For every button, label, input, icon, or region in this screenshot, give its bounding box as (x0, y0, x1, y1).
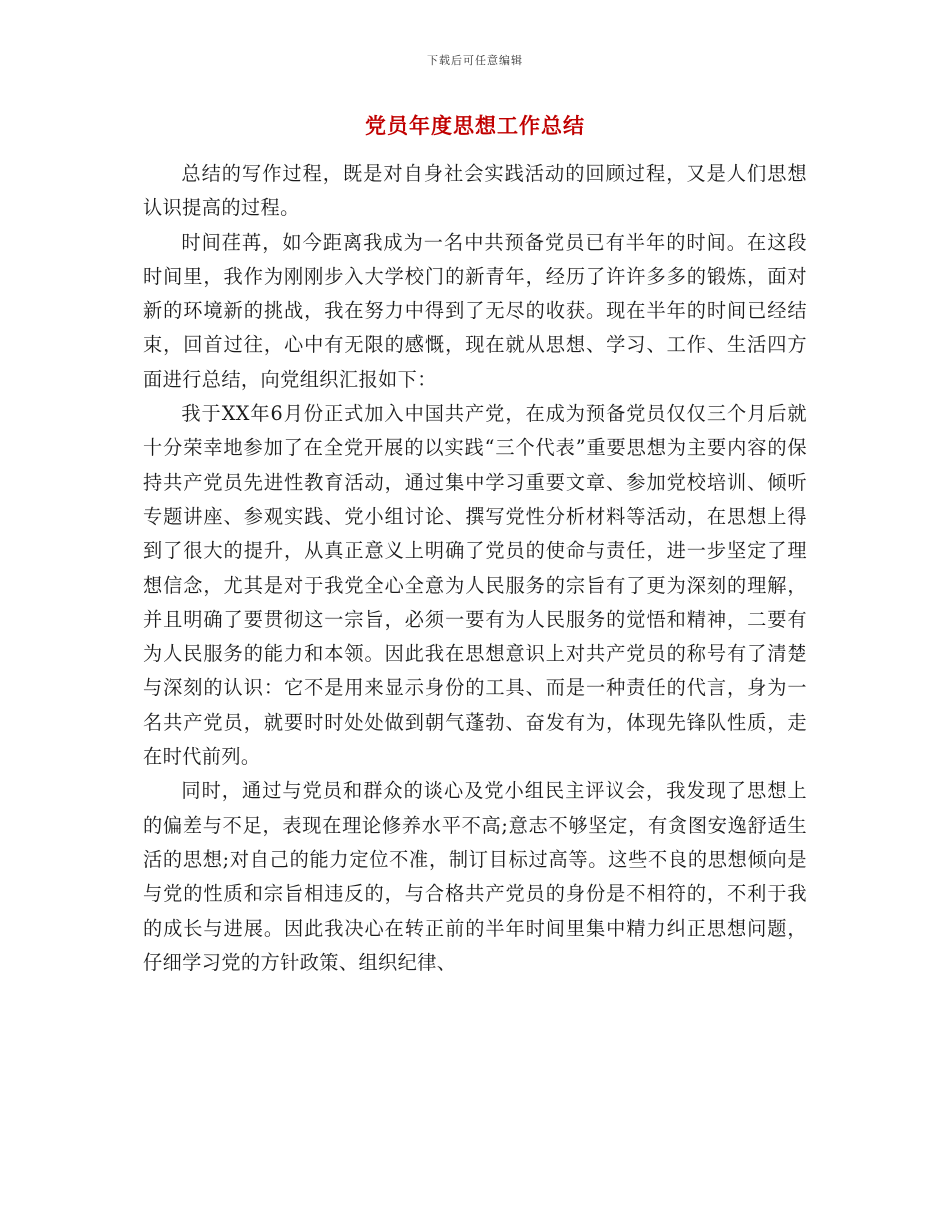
paragraph-4: 同时，通过与党员和群众的谈心及党小组民主评议会，我发现了思想上的偏差与不足，表现在理论修养水平不高;意志不够坚定，有贪图安逸舒适生活的思想;对自己的能力定位不准，制订目标过高等。这些不良的思想倾向是与党的性质和宗旨相违反的，与合格共产党员的身份是不相符的，不利于我的成长与进展。因此我决心在转正前的半年时间里集中精力纠正思想问题，仔细学习党的方针政策、组织纪律、 (143, 779, 807, 974)
paragraph-2: 时间荏苒，如今距离我成为一名中共预备党员已有半年的时间。在这段时间里，我作为刚刚步入大学校门的新青年，经历了许许多多的锻炼，面对新的环境新的挑战，我在努力中得到了无尽的收获。现在半年的时间已经结束，回首过往，心中有无限的感慨，现在就从思想、学习、工作、生活四方面进行总结，向党组织汇报如下： (143, 230, 807, 391)
paragraph-3: 我于XX年6月份正式加入中国共产党，在成为预备党员仅仅三个月后就十分荣幸地参加了在全党开展的以实践“三个代表”重要思想为主要内容的保持共产党员先进性教育活动，通过集中学习重要文章、参加党校培训、倾听专题讲座、参观实践、党小组讨论、撰写党性分析材料等活动，在思想上得到了很大的提升，从真正意义上明确了党员的使命与责任，进一步坚定了理想信念，尤其是对于我党全心全意为人民服务的宗旨有了更为深刻的理解，并且明确了要贯彻这一宗旨，必须一要有为人民服务的觉悟和精神，二要有为人民服务的能力和本领。因此我在思想意识上对共产党员的称号有了清楚与深刻的认识：它不是用来显示身份的工具、而是一种责任的代言，身为一名共产党员，就要时时处处做到朝气蓬勃、奋发有为，体现先锋队性质，走在时代前列。 (143, 402, 807, 769)
header-note: 下载后可任意编辑 (427, 54, 523, 67)
paragraph-1: 总结的写作过程，既是对自身社会实践活动的回顾过程，又是人们思想认识提高的过程。 (143, 162, 807, 220)
document-title: 党员年度思想工作总结 (365, 113, 585, 138)
document-body (143, 157, 807, 980)
